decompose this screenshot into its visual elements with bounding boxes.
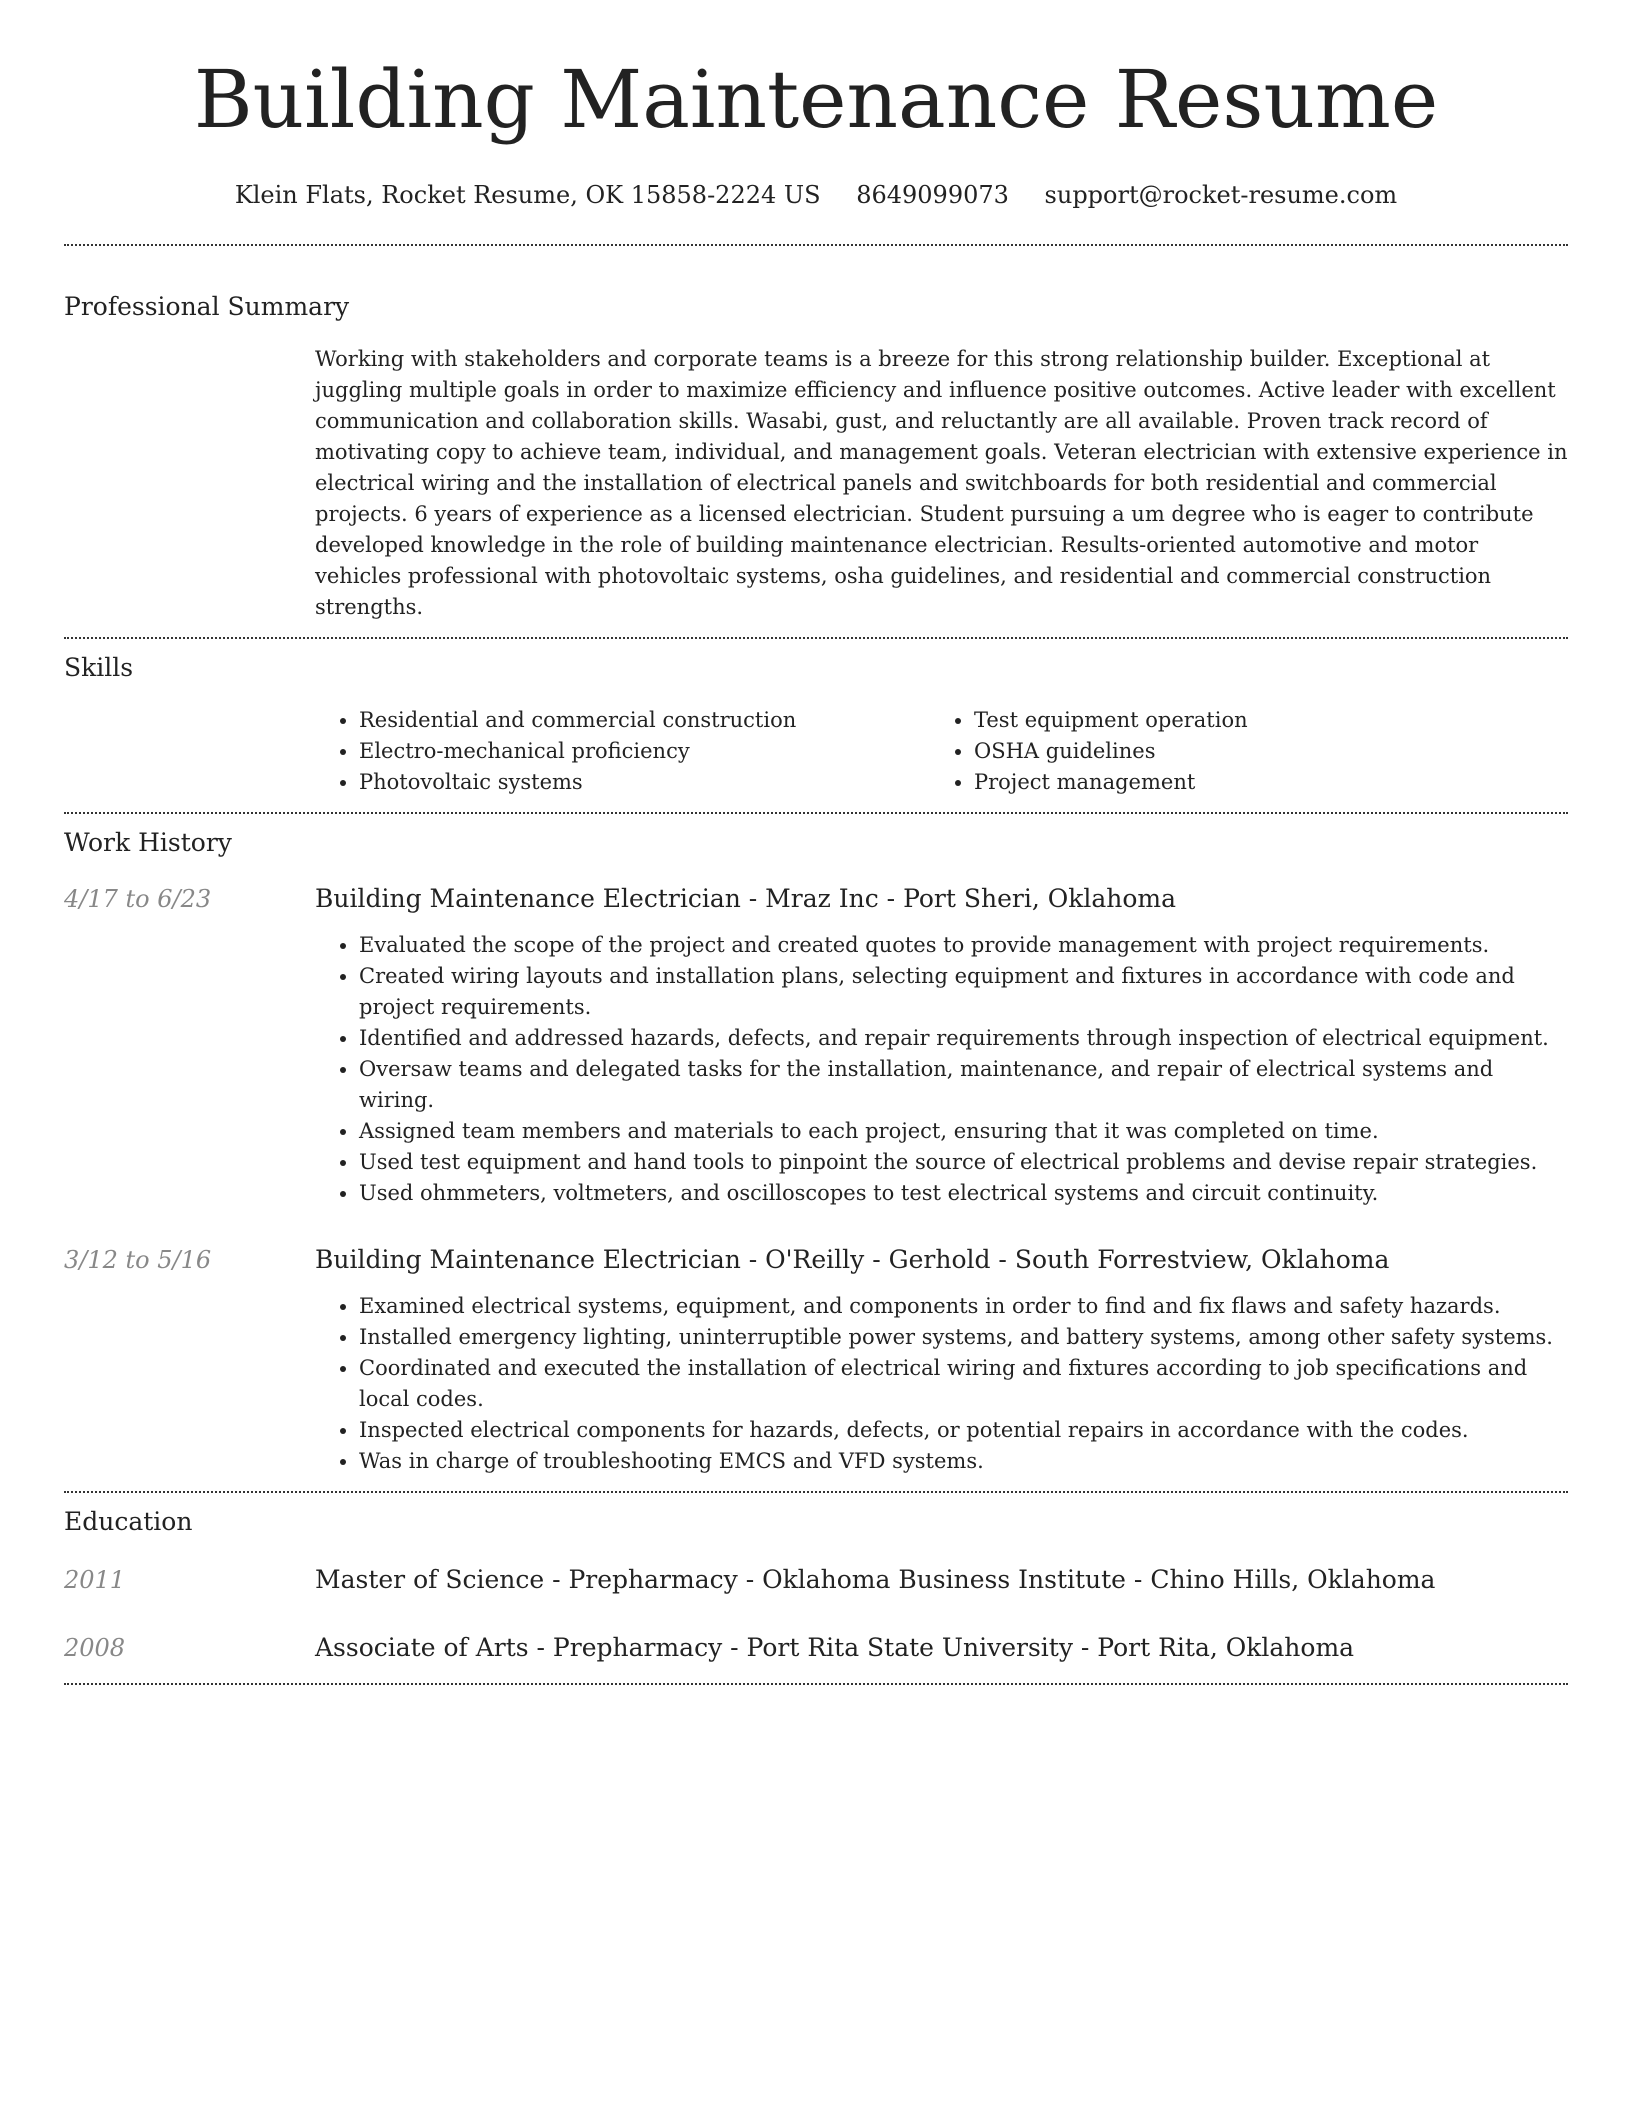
work-section <box>64 814 1568 1491</box>
job-bullet: • Installed emergency lighting, uninterruptible power systems, and battery systems, among other safety systems. <box>359 1322 1568 1353</box>
job-header <box>64 1243 1568 1277</box>
contact-email: support@rocket-resume.com <box>1044 181 1398 209</box>
job-bullet: • Oversaw teams and delegated tasks for the installation, maintenance, and repair of electrical systems and wiring. <box>359 1054 1568 1116</box>
job-bullet: • Coordinated and executed the installation of electrical wiring and fixtures according to job specifications and local codes. <box>359 1353 1568 1415</box>
skill-item: • Photovoltaic systems <box>359 767 930 798</box>
job-bullet: • Assigned team members and materials to each project, ensuring that it was completed on time. <box>359 1116 1568 1147</box>
job-bullet: • Examined electrical systems, equipment, and components in order to find and fix flaws and safety hazards. <box>359 1291 1568 1322</box>
skills-column-left <box>315 705 930 798</box>
education-entry <box>64 1563 1568 1597</box>
skill-item: • OSHA guidelines <box>974 736 1545 767</box>
job-title: Building Maintenance Electrician - O'Reilly - Gerhold - South Forrestview, Oklahoma <box>315 1245 1390 1274</box>
job-title: Building Maintenance Electrician - Mraz Inc - Port Sheri, Oklahoma <box>315 884 1177 913</box>
skill-item: • Test equipment operation <box>974 705 1545 736</box>
job-bullet: • Used ohmmeters, voltmeters, and oscilloscopes to test electrical systems and circuit continuity. <box>359 1178 1568 1209</box>
education-degree: Associate of Arts - Prepharmacy - Port Rita State University - Port Rita, Oklahoma <box>315 1633 1355 1662</box>
section-title-work: Work History <box>64 828 232 857</box>
skill-item: • Electro-mechanical proficiency <box>359 736 930 767</box>
education-year: 2011 <box>64 1566 126 1594</box>
job-dates: 3/12 to 5/16 <box>64 1246 212 1274</box>
skill-item: • Project management <box>974 767 1545 798</box>
skills-column-right <box>930 705 1545 798</box>
contact-phone: 8649099073 <box>856 181 1009 209</box>
job-entry <box>64 882 1568 1209</box>
job-bullet: • Identified and addressed hazards, defects, and repair requirements through inspection of electrical equipment. <box>359 1023 1568 1054</box>
summary-text: Working with stakeholders and corporate teams is a breeze for this strong relationship builder. Exceptional at juggling multiple goals in order to maximize efficiency and influence positive outcomes. Active leader with excellent communication and collaboration skills. Wasabi, gust, and reluctantly are all available. Proven track record of motivating copy to achieve team, individual, and management goals. Veteran electrician with extensive experience in electrical wiring and the installation of electrical panels and switchboards for both residential and commercial projects. 6 years of experience as a licensed electrician. Student pursuing a um degree who is eager to contribute developed knowledge in the role of building maintenance electrician. Results-oriented automotive and motor vehicles professional with photovoltaic systems, osha guidelines, and residential and commercial construction strengths. <box>315 347 1568 619</box>
job-header <box>64 882 1568 916</box>
skills-list-left <box>315 705 930 798</box>
job-bullets <box>315 1291 1568 1477</box>
job-bullet: • Created wiring layouts and installation plans, selecting equipment and fixtures in accordance with code and project requirements. <box>359 961 1568 1023</box>
summary-content <box>315 344 1568 623</box>
skills-grid <box>315 705 1568 798</box>
education-entry <box>64 1631 1568 1665</box>
education-year: 2008 <box>64 1634 126 1662</box>
section-title-summary: Professional Summary <box>64 292 350 321</box>
job-bullet: • Evaluated the scope of the project and created quotes to provide management with project requirements. <box>359 930 1568 961</box>
divider <box>64 1683 1568 1685</box>
job-bullet: • Used test equipment and hand tools to pinpoint the source of electrical problems and devise repair strategies. <box>359 1147 1568 1178</box>
job-bullets <box>315 930 1568 1209</box>
education-degree: Master of Science - Prepharmacy - Oklahoma Business Institute - Chino Hills, Oklahoma <box>315 1565 1436 1594</box>
skills-list-right <box>930 705 1545 798</box>
contact-line <box>64 178 1568 212</box>
section-title-education: Education <box>64 1507 193 1536</box>
education-section <box>64 1493 1568 1683</box>
skills-content <box>315 705 1568 798</box>
skills-section <box>64 639 1568 812</box>
contact-address: Klein Flats, Rocket Resume, OK 15858-2224 US <box>234 181 821 209</box>
job-dates: 4/17 to 6/23 <box>64 885 212 913</box>
job-bullet: • Was in charge of troubleshooting EMCS and VFD systems. <box>359 1446 1568 1477</box>
summary-section <box>64 246 1568 637</box>
resume-title: Building Maintenance Resume <box>193 53 1439 146</box>
section-title-skills: Skills <box>64 653 134 682</box>
job-duties <box>315 1291 1568 1477</box>
skill-item: • Residential and commercial construction <box>359 705 930 736</box>
job-entry <box>64 1243 1568 1477</box>
job-bullet: • Inspected electrical components for hazards, defects, or potential repairs in accordance with the codes. <box>359 1415 1568 1446</box>
resume-header <box>64 0 1568 212</box>
job-duties <box>315 930 1568 1209</box>
